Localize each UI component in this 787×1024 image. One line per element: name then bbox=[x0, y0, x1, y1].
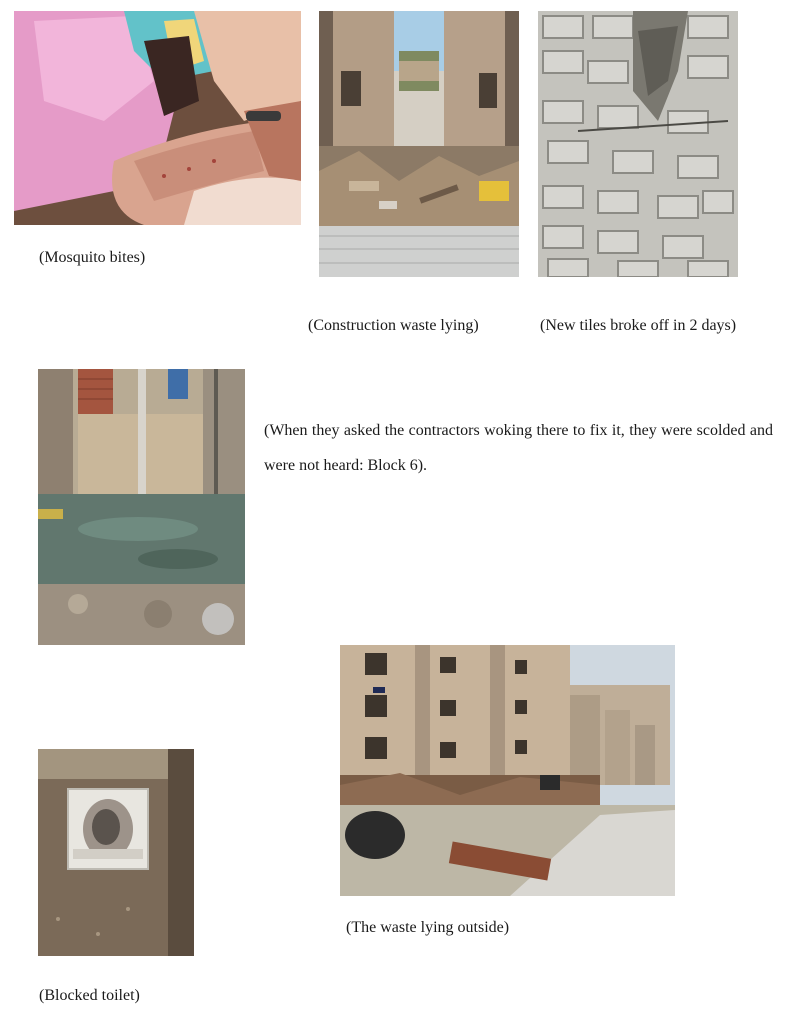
waste-outside-photo bbox=[340, 645, 675, 896]
mosquito-bites-caption: (Mosquito bites) bbox=[39, 249, 146, 266]
waste-outside-caption: (The waste lying outside) bbox=[346, 919, 510, 936]
broken-tiles-caption: (New tiles broke off in 2 days) bbox=[540, 317, 737, 334]
blocked-toilet-photo bbox=[38, 749, 194, 956]
broken-tiles-photo bbox=[538, 11, 738, 277]
waterlogging-photo bbox=[38, 369, 245, 645]
construction-waste-photo bbox=[319, 11, 519, 277]
complaint-paragraph: (When they asked the contractors woking there to fix it, they were scolded and were not heard: Block 6). bbox=[264, 422, 773, 474]
blocked-toilet-caption: (Blocked toilet) bbox=[39, 987, 140, 1004]
mosquito-bites-photo bbox=[14, 11, 301, 225]
construction-waste-caption: (Construction waste lying) bbox=[308, 317, 479, 334]
